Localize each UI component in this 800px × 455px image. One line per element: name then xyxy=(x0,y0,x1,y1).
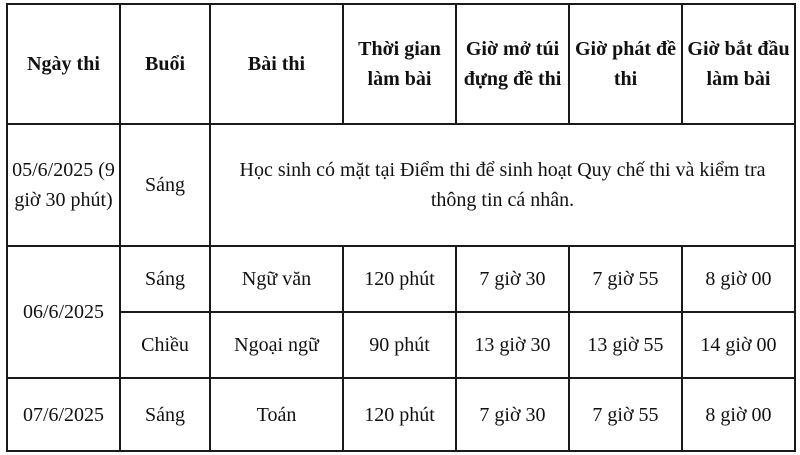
cell-date: 06/6/2025 xyxy=(7,246,120,378)
table-header-row xyxy=(7,4,795,124)
cell-start: 8 giờ 00 xyxy=(682,246,795,312)
header-duration: Thời gian làm bài xyxy=(343,4,456,124)
cell-open-bag: 7 giờ 30 xyxy=(456,378,569,451)
header-session: Buổi xyxy=(120,4,210,124)
header-date: Ngày thi xyxy=(7,4,120,124)
cell-session: Sáng xyxy=(120,246,210,312)
cell-open-bag: 7 giờ 30 xyxy=(456,246,569,312)
cell-issue: 7 giờ 55 xyxy=(569,246,682,312)
cell-note: Học sinh có mặt tại Điểm thi để sinh hoạt Quy chế thi và kiểm tra thông tin cá nhân. xyxy=(210,124,795,246)
table-row xyxy=(7,124,795,246)
cell-subject: Toán xyxy=(210,378,343,451)
cell-start: 8 giờ 00 xyxy=(682,378,795,451)
cell-issue: 7 giờ 55 xyxy=(569,378,682,451)
cell-subject: Ngoại ngữ xyxy=(210,312,343,378)
table-row xyxy=(7,312,795,378)
table-row xyxy=(7,246,795,312)
cell-start: 14 giờ 00 xyxy=(682,312,795,378)
cell-issue: 13 giờ 55 xyxy=(569,312,682,378)
cell-session: Sáng xyxy=(120,378,210,451)
cell-date: 07/6/2025 xyxy=(7,378,120,451)
table-row xyxy=(7,378,795,451)
header-start: Giờ bắt đầu làm bài xyxy=(682,4,795,124)
cell-open-bag: 13 giờ 30 xyxy=(456,312,569,378)
cell-duration: 120 phút xyxy=(343,378,456,451)
exam-schedule-table xyxy=(6,3,796,452)
cell-session: Chiều xyxy=(120,312,210,378)
header-open-bag: Giờ mở túi đựng đề thi xyxy=(456,4,569,124)
cell-duration: 90 phút xyxy=(343,312,456,378)
cell-duration: 120 phút xyxy=(343,246,456,312)
cell-session: Sáng xyxy=(120,124,210,246)
header-subject: Bài thi xyxy=(210,4,343,124)
header-issue: Giờ phát đề thi xyxy=(569,4,682,124)
cell-subject: Ngữ văn xyxy=(210,246,343,312)
cell-date: 05/6/2025 (9 giờ 30 phút) xyxy=(7,124,120,246)
